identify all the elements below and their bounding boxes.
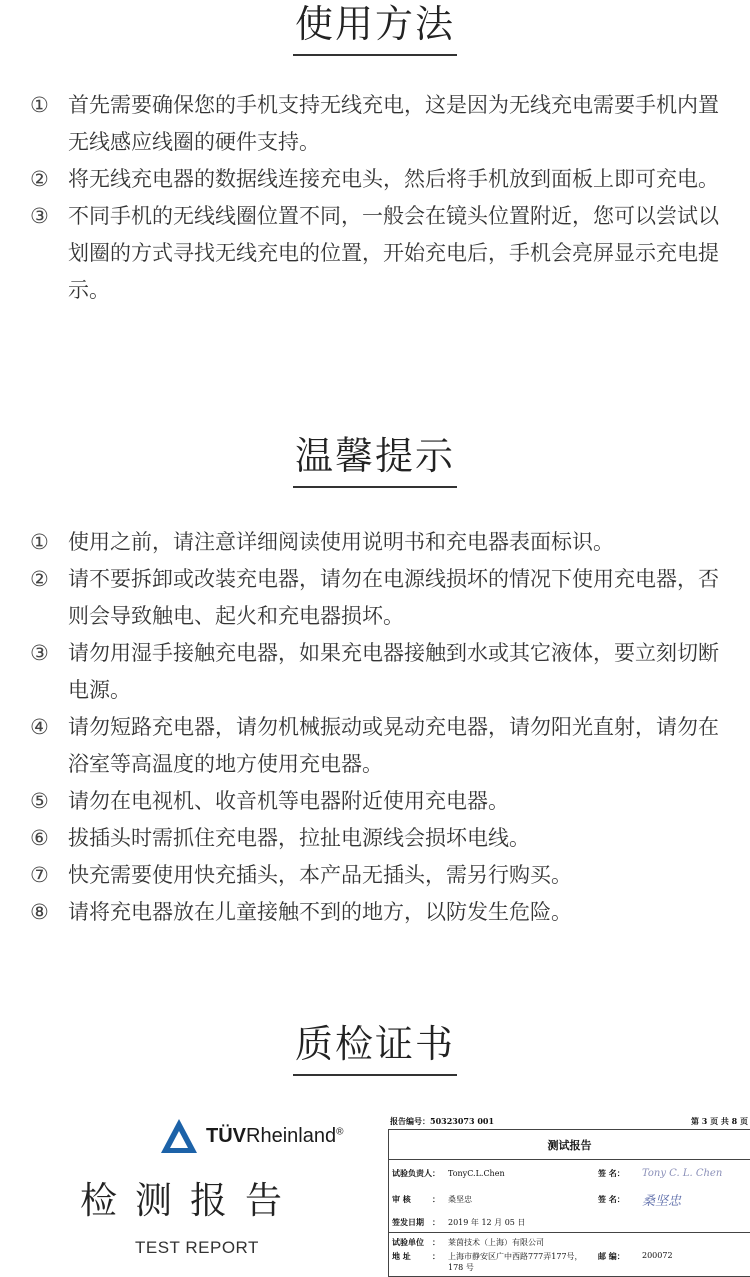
item-number: ② [30,167,49,191]
date-value: 2019 年 12 月 05 日 [448,1217,526,1227]
zip-value: 200072 [642,1251,673,1260]
report-title-cn: 检测报告 [80,1179,300,1222]
zip-label: 邮 编： [598,1251,625,1261]
tips-list [30,524,730,931]
report-heading: 测试报告 [389,1130,750,1160]
item-number: ① [30,530,49,554]
list-item [30,87,730,161]
review-label: 审 核 [392,1193,411,1204]
list-item [30,561,730,635]
report-title-en: TEST REPORT [135,1238,259,1257]
date-label: 签发日期 [392,1216,424,1227]
item-text: 请勿用湿手接触充电器，如果充电器接触到水或其它液体，要立刻切断电源。 [68,641,719,702]
tuv-logo [160,1118,343,1154]
item-text: 请不要拆卸或改装充电器，请勿在电源线损坏的情况下使用充电器，否则会导致触电、起火和充电器损坏。 [68,567,719,628]
list-item [30,524,730,561]
qc-title: 质检证书 [293,1020,457,1076]
qc-section-title [0,1020,750,1076]
test-report-document: 报告编号：50323073 001 第 3 页 共 8 页 测试报告 试验负责人： TonyC.L.Chen 签 名： Tony C. L. Chen 审 核 ： 桑坚忠 签 名： 桑坚忠 签发日期 ： 2019 年 12 月 05 日 试验单位 ： 莱茵技术（上海）有限公司 地 址 ： 上海市静安区广中西路777弄177号， 178 号 邮 编： 200072 [388,1115,750,1273]
report-number: 报告编号：50323073 001 [390,1116,495,1126]
usage-section-title [0,0,750,56]
list-item [30,709,730,783]
item-number: ① [30,93,49,117]
tuv-wordmark: TÜVRheinland® [206,1124,344,1147]
usage-list [30,87,730,309]
report-page: 第 3 页 共 8 页 [690,1116,748,1126]
list-item [30,161,730,198]
item-text: 拔插头时需抓住充电器，拉扯电源线会损坏电线。 [68,826,530,850]
item-number: ⑦ [30,863,49,887]
item-text: 请勿短路充电器，请勿机械振动或晃动充电器，请勿阳光直射，请勿在浴室等高温度的地方使用充电器。 [68,715,719,776]
item-number: ④ [30,715,49,739]
list-item [30,820,730,857]
item-number: ⑧ [30,900,49,924]
item-text: 将无线充电器的数据线连接充电头，然后将手机放到面板上即可充电。 [68,167,719,191]
lead-value: TonyC.L.Chen [448,1168,505,1178]
signature-1: Tony C. L. Chen [642,1167,723,1179]
addr-label: 地 址 [392,1251,411,1261]
item-number: ⑥ [30,826,49,850]
item-text: 请将充电器放在儿童接触不到的地方，以防发生危险。 [68,900,572,924]
signature-2: 桑坚忠 [642,1193,682,1209]
usage-title: 使用方法 [293,0,457,56]
item-text: 快充需要使用快充插头，本产品无插头，需另行购买。 [68,863,572,887]
list-item [30,857,730,894]
item-number: ③ [30,641,49,665]
item-text: 使用之前，请注意详细阅读使用说明书和充电器表面标识。 [68,530,614,554]
addr-value: 上海市静安区广中西路777弄177号， 178 号 [448,1252,583,1272]
tips-section-title [0,432,750,488]
sign-label-2: 签 名： [598,1193,625,1204]
unit-value: 莱茵技术（上海）有限公司 [448,1237,544,1247]
list-item [30,635,730,709]
item-number: ③ [30,204,49,228]
item-text: 不同手机的无线线圈位置不同，一般会在镜头位置附近，您可以尝试以划圈的方式寻找无线充电的位置，开始充电后，手机会亮屏显示充电提示。 [68,204,719,302]
list-item [30,783,730,820]
lead-label: 试验负责人： [392,1167,440,1178]
list-item [30,198,730,309]
item-number: ⑤ [30,789,49,813]
list-item [30,894,730,931]
unit-label: 试验单位 [392,1236,424,1247]
item-number: ② [30,567,49,591]
item-text: 首先需要确保您的手机支持无线充电，这是因为无线充电需要手机内置无线感应线圈的硬件支持。 [68,93,719,154]
tips-title: 温馨提示 [293,432,457,488]
review-value: 桑坚忠 [448,1194,472,1204]
item-text: 请勿在电视机、收音机等电器附近使用充电器。 [68,789,509,813]
tuv-triangle-icon [160,1118,198,1154]
sign-label-1: 签 名： [598,1167,625,1178]
